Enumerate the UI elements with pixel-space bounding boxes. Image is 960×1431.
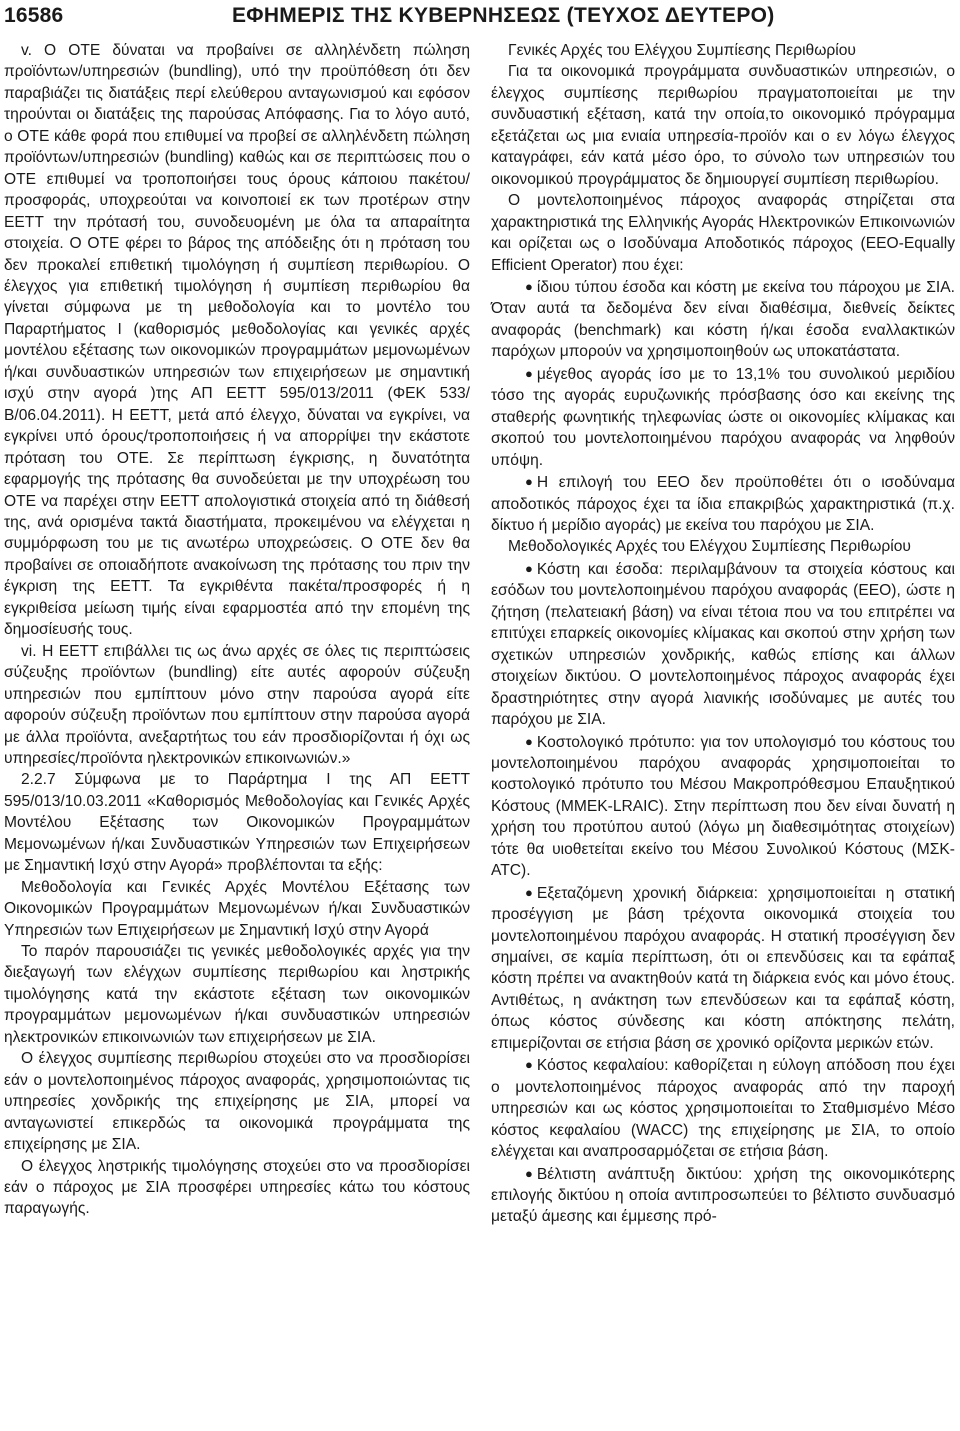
bullet-text: μέγεθος αγοράς ίσο με το 13,1% του συνολικού μεριδίου τόσο της αγοράς ευρυζωνικής πρόσβασης όσο και εκείνης της σταθερής φωνητικής τηλεφωνίας ώστε οι οικονομίες κλίμακας και σκοπού του μοντελοποιημένου παρόχου αναφοράς να ληφθούν υπόψη. [491, 365, 955, 469]
bullet-item [491, 363, 955, 471]
bullet-item [491, 558, 955, 731]
bullet-icon: ● [525, 474, 533, 490]
bullet-icon: ● [525, 560, 533, 576]
section-heading: Γενικές Αρχές του Ελέγχου Συμπίεσης Περιθωρίου [508, 42, 856, 59]
bullet-text: Κόστη και έσοδα: περιλαμβάνουν τα στοιχεία κόστους και εσόδων του μοντελοποιημένου παρόχου αναφοράς (ΕΕΟ), ώστε η ζήτηση (πελατειακή βάση) να είναι τέτοια που να του επιτρέπει να επιτύχει επαρκείς οικονομίες κλίμακας και σκοπού στην χρήση των σχετικών υπηρεσιών χονδρικής, καθώς επίσης και άλλων στοιχείων δικτύου. Ο μοντελοποιημένος πάροχος αναφοράς έχει δραστηριότητες στην αγορά λιανικής ισοδύναμες με αυτές του παρόχου με ΣΙΑ. [491, 560, 955, 729]
paragraph: Ο μοντελοποιημένος πάροχος αναφοράς στηρίζεται στα χαρακτηριστικά της Ελληνικής Αγοράς Ηλεκτρονικών Επικοινωνιών και ορίζεται ως ο Ισοδύναμα Αποδοτικός πάροχος (ΕΕΟ-Equally Efficient Operator) που έχει: [491, 192, 955, 274]
paragraph: v. Ο ΟΤΕ δύναται να προβαίνει σε αλληλένδετη πώληση προϊόντων/υπηρεσιών (bundling), υπό την προϋπόθεση ότι δεν παραβιάζει τις διατάξεις περί ελεύθερου ανταγωνισμού και εφόσον τηρούνται οι διατάξεις της παρούσας Απόφασης. Για το λόγο αυτό, ο ΟΤΕ κάθε φορά που επιθυμεί να προβεί σε αλληλένδετη πώληση προϊόντων/υπηρεσιών (bundling) καθώς και σε περιπτώσεις που ο ΟΤΕ επιθυμεί να τροποποιήσει τους όρους κάποιου πακέτου/προσφοράς, υποχρεούται να κοινοποιεί εκ των προτέρων στην ΕΕΤΤ την πρότασή του, συνοδευομένη με όλα τα απαραίτητα στοιχεία. Ο ΟΤΕ φέρει το βάρος της απόδειξης ότι η πρόταση του δεν προκαλεί επιθετική τιμολόγηση ή συμπίεση περιθωρίου. Ο έλεγχος για επιθετική τιμολόγηση ή συμπίεση περιθωρίου θα γίνεται σύμφωνα με τη μεθοδολογία και το μοντέλο του Παραρτήματος Ι (καθορισμός μεθοδολογίας και γενικές αρχές μοντέλου εξέτασης των οικονομικών προγραμμάτων μεμονωμένων ή/και συνδυαστικών υπηρεσιών των επιχειρήσεων με σημαντική ισχύ στην αγορά )της ΑΠ ΕΕΤΤ 595/013/2011 (ΦΕΚ 533/Β/06.04.2011). Η ΕΕΤΤ, μετά από έλεγχο, δύναται να εγκρίνει, να εγκρίνει υπό όρους/τροποποιήσεις ή να απορρίψει την εκάστοτε πρόταση του ΟΤΕ. Σε περίπτωση έγκρισης, η δυνατότητα εφαρμογής της πρότασης θα συνοδεύεται με την υποχρέωση του ΟΤΕ να παρέχει στην ΕΕΤΤ απολογιστικά στοιχεία από τη διάθεσή της, ανά ορισμένα τακτά διαστήματα, προκειμένου να ελέγχεται η συμμόρφωση του με τις ανωτέρω υποχρεώσεις. Ο ΟΤΕ δεν θα προβαίνει σε οποιαδήποτε ανακοίνωση της πρότασης του πριν την έγκριση της ΕΕΤΤ. Τα εγκριθέντα πακέτα/προσφορές ή η εγκριθείσα μείωση τιμής είναι εφαρμοστέα από την επομένη της δημοσίευσής τους. [4, 42, 470, 639]
bullet-icon: ● [525, 1057, 533, 1073]
section-heading: Μεθοδολογικές Αρχές του Ελέγχου Συμπίεσης Περιθωρίου [508, 538, 911, 556]
paragraph: vi. Η ΕΕΤΤ επιβάλλει τις ως άνω αρχές σε όλες τις περιπτώσεις σύζευξης προϊόντων (bundling) είτε αυτές αφορούν σύζευξη υπηρεσιών που εμπίπτουν μόνο στην παρούσα αγορά είτε αφορούν σύζευξη προϊόντων που εμπίπτουν στην παρούσα αγορά με άλλα προϊόντα, ανεξαρτήτως του εάν προσδιορίζονται ή όχι ως υπηρεσίες/προϊόντα ηλεκτρονικών επικοινωνιών.» [4, 642, 470, 767]
bullet-icon: ● [525, 1165, 533, 1181]
bullet-text: ίδιου τύπου έσοδα και κόστη με εκείνα του πάροχου με ΣΙΑ. Όταν αυτά τα δεδομένα δεν είναι διαθέσιμα, διεθνείς δείκτες αναφοράς (benchmark) και κόστη ή/και έσοδα εναλλακτικών παρόχων μπορούν να χρησιμοποιηθούν ως υποκατάστατα. [491, 278, 955, 361]
right-column [491, 40, 955, 1228]
paragraph: Ο έλεγχος συμπίεσης περιθωρίου στοχεύει στο να προσδιορίσει εάν ο μοντελοποιημένος πάροχος αναφοράς, χρησιμοποιώντας τις υπηρεσίες χονδρικής της επιχείρησης με ΣΙΑ, μπορεί να ανταγωνιστεί επικερδώς τα οικονομικά προγράμματα της επιχείρησης με ΣΙΑ. [4, 1050, 470, 1154]
bullet-item [491, 882, 955, 1055]
page-header [0, 4, 960, 34]
paragraph: Το παρόν παρουσιάζει τις γενικές μεθοδολογικές αρχές για την διεξαγωγή των ελέγχων συμπίεσης περιθωρίου και ληστρικής τιμολόγησης κατά την εκάστοτε εξέταση των οικονομικών προγραμμάτων μεμονωμένων ή/και συνδυαστικών υπηρεσιών ηλεκτρονικών επικοινωνιών των επιχειρήσεων με ΣΙΑ. [4, 943, 470, 1046]
bullet-item [491, 731, 955, 882]
bullet-text: Βέλτιστη ανάπτυξη δικτύου: χρήση της οικονομικότερης επιλογής δικτύου η οποία αντιπροσωπεύει το βέλτιστο συνδυασμό μεταξύ άμεσης και έμμεσης πρό- [491, 1165, 955, 1226]
bullet-text: Κοστολογικό πρότυπο: για τον υπολογισμό του κόστους του μοντελοποιημένου παρόχου αναφοράς χρησιμοποιείται το κοστολογικό πρότυπο του Μέσου Μακροπρόθεσμου Επαυξητικού Κόστους (ΜΜΕΚ-LRAIC). Στην περίπτωση που δεν είναι δυνατή η χρήση του προτύπου αυτού (λόγω μη διαθεσιμότητας στοιχείων) τότε θα υιοθετείται εκείνο του Μέσου Συνολικού Κόστους (ΜΣΚ-ATC). [491, 733, 955, 880]
bullet-text: Εξεταζόμενη χρονική διάρκεια: χρησιμοποιείται η στατική προσέγγιση με βάση τρέχοντα οικονομικά στοιχεία του μοντελοποιημένου παρόχου αναφοράς. Η στατική προσέγγιση δεν σημαίνει, σε καμία περίπτωση, ότι οι επενδύσεις και τα εφάπαξ κόστη πρέπει να ανακτηθούν κατά τη διάρκεια ενός και μόνο έτους. Αντιθέτως, η ανάκτηση των επενδύσεων και τα εφάπαξ κόστη, όπως κόστος σύνδεσης και κόστη απόκτησης πελάτη, επιμερίζονται σε ετήσια βάση σε χρονικό ορίζοντα μερικών ετών. [491, 884, 955, 1052]
bullet-text: Κόστος κεφαλαίου: καθορίζεται η εύλογη απόδοση που έχει ο μοντελοποιημένος πάροχος αναφοράς από την παροχή υπηρεσιών και ως κόστος χρησιμοποιείται το Σταθμισμένο Μέσο κόστος κεφαλαίου (WACC) της επιχείρησης με ΣΙΑ, το οποίο ελέγχεται και αναπροσαρμόζεται σε ετήσια βάση. [491, 1057, 955, 1161]
bullet-item [491, 471, 955, 536]
paragraph: Ο έλεγχος ληστρικής τιμολόγησης στοχεύει στο να προσδιορίσει εάν ο πάροχος με ΣΙΑ προσφέρει υπηρεσίες κάτω του κόστους παραγωγής. [4, 1157, 470, 1218]
bullet-text: Η επιλογή του ΕΕΟ δεν προϋποθέτει ότι ο ισοδύναμα αποδοτικός πάροχος έχει τα ίδια επακριβώς χαρακτηριστικά (π.χ. δίκτυο ή μερίδιο αγοράς) με εκείνα του παρόχου με ΣΙΑ. [491, 474, 955, 534]
bullet-icon: ● [525, 278, 533, 294]
bullet-item [491, 1163, 955, 1228]
paragraph: 2.2.7 Σύμφωνα με το Παράρτημα Ι της ΑΠ ΕΕΤΤ 595/013/10.03.2011 «Καθορισμός Μεθοδολογίας και Γενικές Αρχές Μοντέλου Εξέτασης των Οικονομικών Προγραμμάτων Μεμονωμένων ή/και Συνδυαστικών Υπηρεσιών των Επιχειρήσεων με Σημαντική Ισχύ στην Αγορά» προβλέπονται τα εξής: [4, 771, 470, 875]
bullet-icon: ● [525, 733, 533, 749]
page-number: 16586 [4, 4, 64, 27]
left-column [4, 40, 470, 1220]
bullet-icon: ● [525, 365, 533, 381]
section-heading: Μεθοδολογία και Γενικές Αρχές Μοντέλου Εξέτασης των Οικονομικών Προγραμμάτων Μεμονωμένων ή/και Συνδυαστικών Υπηρεσιών των Επιχειρήσεων με Σημαντική Ισχύ στην Αγορά [4, 878, 470, 939]
journal-title: ΕΦΗΜΕΡΙΣ ΤΗΣ ΚΥΒΕΡΝΗΣΕΩΣ (ΤΕΥΧΟΣ ΔΕΥΤΕΡΟ) [232, 4, 775, 27]
bullet-item [491, 276, 955, 363]
bullet-item [491, 1054, 955, 1162]
bullet-icon: ● [525, 884, 533, 900]
paragraph: Για τα οικονομικά προγράμματα συνδυαστικών υπηρεσιών, ο έλεγχος συμπίεσης περιθωρίου πραγματοποιείται με την συνδυαστική εξέταση, κατά την οποία,το οικονομικό πρόγραμμα εξετάζεται ως μια ενιαία υπηρεσία-προϊόν και ο εν λόγω έλεγχος καταγράφει, εάν κατά μέσο όρο, το σύνολο των υπηρεσιών του οικονομικού προγράμματος δε δημιουργεί συμπίεση περιθωρίου. [491, 63, 955, 188]
